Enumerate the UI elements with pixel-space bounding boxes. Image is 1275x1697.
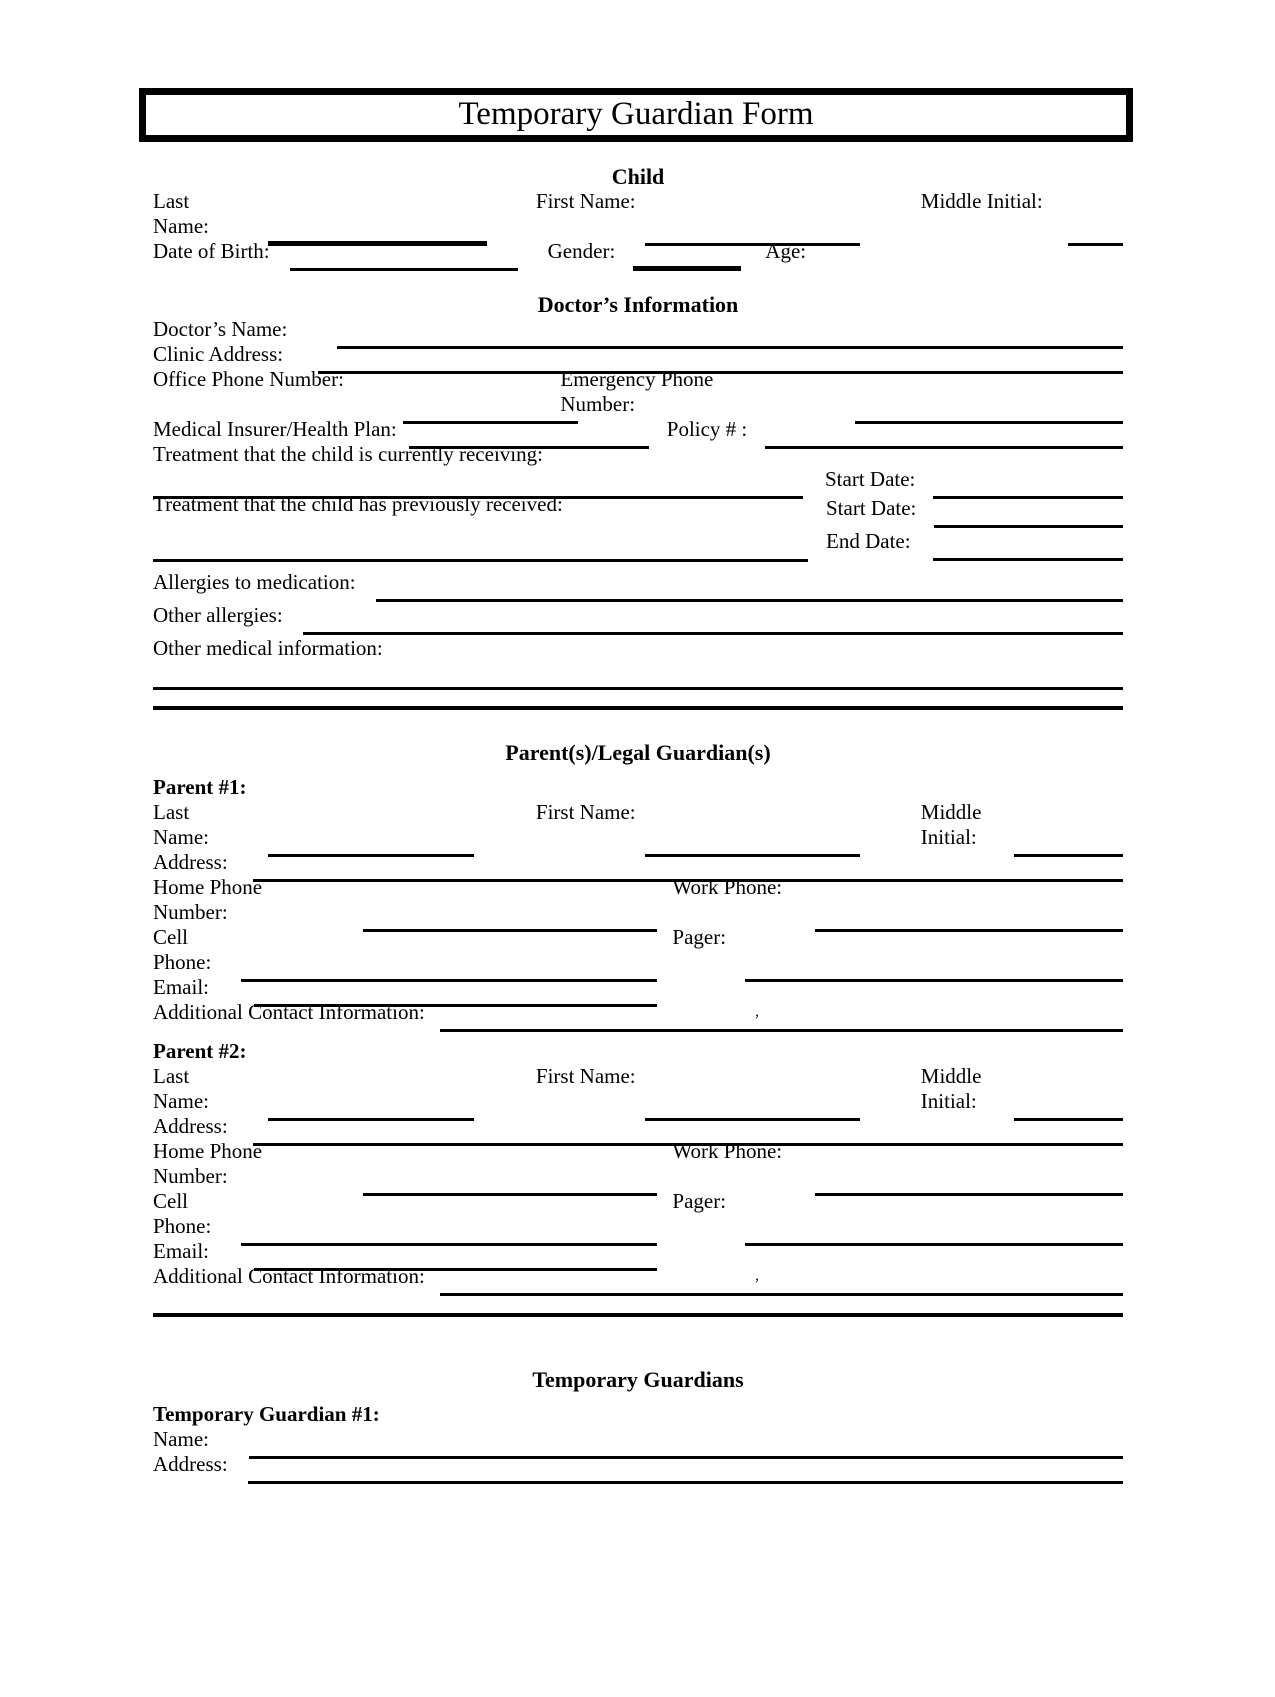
parent2-cell-phone-label: Cell Phone: <box>153 1189 212 1238</box>
parent1-first-name-label: First Name: <box>535 800 636 824</box>
doctor-name-row <box>153 317 1123 342</box>
parent1-phone-row <box>153 875 1123 925</box>
treatment-previous-start-date-blank[interactable] <box>934 525 1123 528</box>
treatment-previous-start-row <box>826 496 1123 521</box>
child-first-name-label: First Name: <box>535 189 636 213</box>
parent1-address-label: Address: <box>153 850 228 874</box>
bottom-margin <box>153 1477 1123 1697</box>
parent2-cell-phone-field <box>153 1189 657 1239</box>
parent2-last-name-label: Last Name: <box>153 1064 209 1113</box>
child-last-name-field <box>153 189 512 239</box>
guardian1-title: Temporary Guardian #1: <box>153 1402 380 1426</box>
child-age-label: Age: <box>765 239 807 263</box>
parent1-middle-initial-field <box>871 800 1123 850</box>
parent1-cell-phone-label: Cell Phone: <box>153 925 212 974</box>
section-heading-guardians: Temporary Guardians <box>532 1367 744 1392</box>
parent1-additional-contact-label: Additional Contact Information: <box>153 1000 425 1024</box>
treatment-previous-dates <box>808 492 1123 562</box>
parent1-pager-label: Pager: <box>672 925 727 949</box>
other-allergies-label: Other allergies: <box>153 603 283 627</box>
parent1-cell-phone-field <box>153 925 657 975</box>
parent1-work-phone-label: Work Phone: <box>672 875 783 899</box>
form-title: Temporary Guardian Form <box>458 96 814 132</box>
guardian1-name-row <box>153 1427 1123 1452</box>
parent2-additional-contact-blank[interactable] <box>440 1293 1123 1296</box>
guardian1-address-label: Address: <box>153 1452 228 1476</box>
emergency-phone-blank[interactable] <box>855 421 1123 424</box>
child-gender-blank[interactable] <box>633 266 741 271</box>
section-heading-parents: Parent(s)/Legal Guardian(s) <box>505 740 771 765</box>
child-middle-initial-blank[interactable] <box>1068 243 1123 246</box>
child-dob-blank[interactable] <box>290 268 518 271</box>
guardian1-name-label: Name: <box>153 1427 209 1451</box>
allergies-medication-label: Allergies to medication: <box>153 570 356 594</box>
child-first-name-blank[interactable] <box>645 243 860 246</box>
parent2-home-phone-label: Home Phone Number: <box>153 1139 263 1188</box>
phone-numbers-row <box>153 367 1123 417</box>
parent1-pager-blank[interactable] <box>745 979 1123 982</box>
parent2-work-phone-label: Work Phone: <box>672 1139 783 1163</box>
parent1-additional-contact-row <box>153 1000 1123 1028</box>
treatment-current-row <box>153 467 1123 492</box>
parent2-first-name-label: First Name: <box>535 1064 636 1088</box>
section-heading-doctor: Doctor’s Information <box>537 292 739 317</box>
end-date-blank[interactable] <box>933 558 1123 561</box>
guardian1-name-blank[interactable] <box>249 1456 1123 1459</box>
child-middle-initial-field <box>871 189 1123 239</box>
parent2-first-name-blank[interactable] <box>645 1118 860 1121</box>
parent2-last-name-blank[interactable] <box>268 1118 474 1121</box>
parent2-pager-field <box>657 1189 1123 1239</box>
parent2-cell-row <box>153 1189 1123 1239</box>
parent1-first-name-field <box>512 800 871 850</box>
parent1-home-phone-field <box>153 875 657 925</box>
parent1-home-phone-label: Home Phone Number: <box>153 875 263 924</box>
parent2-middle-initial-label: Middle Initial: <box>920 1064 982 1113</box>
emergency-phone-field <box>560 367 1123 417</box>
parent1-last-name-field <box>153 800 512 850</box>
parent2-last-name-field <box>153 1064 512 1114</box>
child-name-row <box>153 189 1123 239</box>
section-heading-child: Child <box>611 164 665 189</box>
treatment-current-label: Treatment that the child is currently receiving: <box>153 442 543 466</box>
allergies-medication-row <box>153 570 1123 595</box>
parent1-last-name-label: Last Name: <box>153 800 209 849</box>
end-date-label: End Date: <box>826 529 911 553</box>
child-gender-label: Gender: <box>547 239 616 263</box>
other-allergies-blank[interactable] <box>303 632 1123 635</box>
office-phone-label: Office Phone Number: <box>153 367 344 391</box>
parent2-stray-mark: ’ <box>754 1276 760 1292</box>
parent1-cell-row <box>153 925 1123 975</box>
insurer-label: Medical Insurer/Health Plan: <box>153 417 397 441</box>
parent2-cell-phone-blank[interactable] <box>241 1243 657 1246</box>
policy-blank[interactable] <box>765 446 1123 449</box>
parent2-pager-label: Pager: <box>672 1189 727 1213</box>
parent1-email-label: Email: <box>153 975 209 999</box>
parent1-title: Parent #1: <box>153 775 247 799</box>
parent1-stray-mark: ’ <box>754 1012 760 1028</box>
child-first-name-field <box>512 189 871 239</box>
child-middle-initial-label: Middle Initial: <box>920 189 1043 213</box>
parent1-pager-field <box>657 925 1123 975</box>
guardian1-address-blank[interactable] <box>248 1481 1123 1484</box>
office-phone-blank[interactable] <box>403 421 578 424</box>
parent1-first-name-blank[interactable] <box>645 854 860 857</box>
doctor-name-blank[interactable] <box>337 346 1123 349</box>
child-last-name-label: Last Name: <box>153 189 209 238</box>
parent2-pager-blank[interactable] <box>745 1243 1123 1246</box>
section-divider-doctor <box>153 706 1123 710</box>
child-last-name-blank[interactable] <box>268 241 487 246</box>
parent2-name-row <box>153 1064 1123 1114</box>
treatment-previous-blank[interactable] <box>153 559 808 562</box>
parent2-title: Parent #2: <box>153 1039 247 1063</box>
parent1-additional-contact-blank[interactable] <box>440 1029 1123 1032</box>
parent2-middle-initial-blank[interactable] <box>1014 1118 1123 1121</box>
parent1-work-phone-field <box>657 875 1123 925</box>
treatment-previous-end-row <box>826 529 1123 554</box>
parent1-middle-initial-blank[interactable] <box>1014 854 1123 857</box>
parent1-middle-initial-label: Middle Initial: <box>920 800 982 849</box>
parent2-additional-contact-label: Additional Contact Information: <box>153 1264 425 1288</box>
form-title-box <box>139 88 1133 142</box>
other-allergies-row <box>153 603 1123 628</box>
treatment-previous-block <box>153 492 1123 562</box>
parent2-phone-row <box>153 1139 1123 1189</box>
section-divider-parents <box>153 1313 1123 1317</box>
clinic-address-label: Clinic Address: <box>153 342 284 366</box>
parent2-first-name-field <box>512 1064 871 1114</box>
parent2-additional-contact-row <box>153 1264 1123 1292</box>
treatment-current-start-date-label: Start Date: <box>825 467 916 491</box>
child-dob-label: Date of Birth: <box>153 239 270 263</box>
parent2-middle-initial-field <box>871 1064 1123 1114</box>
parent1-last-name-blank[interactable] <box>268 854 474 857</box>
allergies-medication-blank[interactable] <box>376 599 1123 602</box>
emergency-phone-label: Emergency Phone Number: <box>560 367 714 416</box>
other-medical-blank[interactable] <box>153 687 1123 690</box>
treatment-previous-label: Treatment that the child has previously received: <box>153 492 563 516</box>
parent2-home-phone-field <box>153 1139 657 1189</box>
treatment-previous-field <box>153 492 808 562</box>
parent2-work-phone-field <box>657 1139 1123 1189</box>
policy-label: Policy # : <box>666 417 748 441</box>
office-phone-field <box>153 367 560 417</box>
parent2-email-label: Email: <box>153 1239 209 1263</box>
other-medical-label: Other medical information: <box>153 636 383 660</box>
parent2-address-label: Address: <box>153 1114 228 1138</box>
treatment-previous-start-date-label: Start Date: <box>826 496 917 520</box>
parent1-name-row <box>153 800 1123 850</box>
parent1-cell-phone-blank[interactable] <box>241 979 657 982</box>
doctor-name-label: Doctor’s Name: <box>153 317 288 341</box>
